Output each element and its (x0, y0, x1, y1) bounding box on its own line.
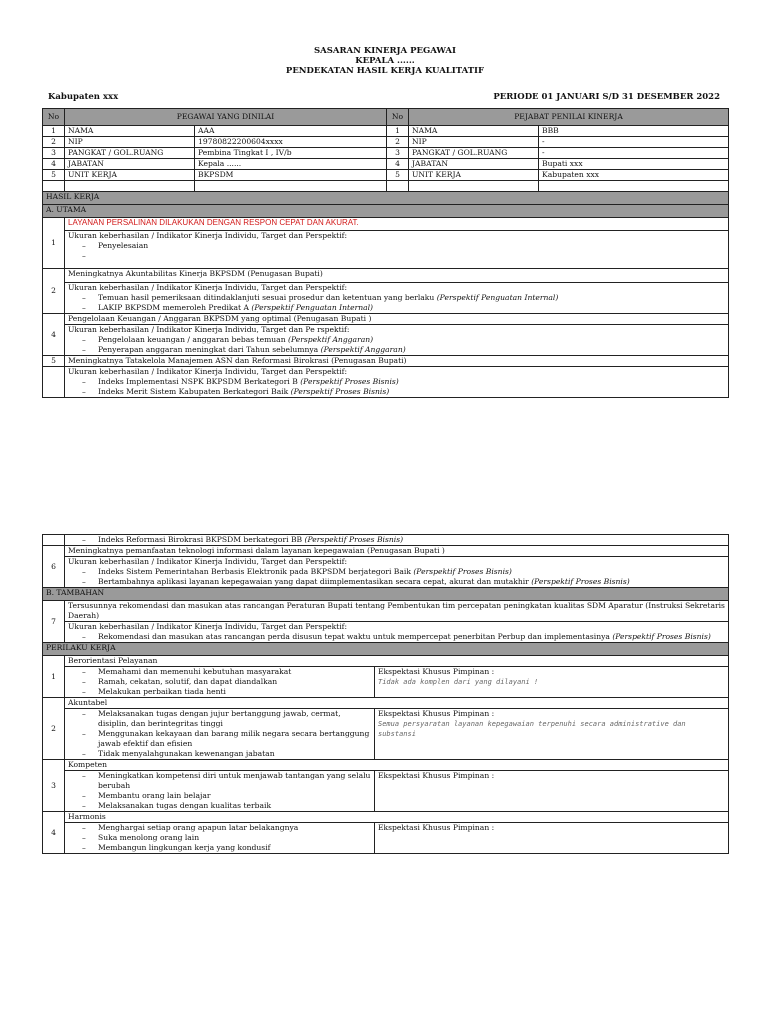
field-label: PANGKAT / GOL.RUANG (409, 148, 539, 159)
pegawai-dinilai-header: PEGAWAI YANG DINILAI (65, 109, 387, 126)
perilaku-items (65, 771, 375, 812)
ekspektasi-cell (375, 709, 729, 760)
perilaku-title: Kompeten (65, 760, 729, 771)
perilaku-2-title-row (43, 698, 729, 709)
pegawai-row (43, 148, 729, 159)
hasil-item-2-title-row (43, 269, 729, 283)
field-value: - (539, 137, 729, 148)
indicator-item: – LAKIP BKPSDM memeroleh Predikat A (Perspektif Penguatan Internal) (68, 303, 725, 313)
ekspektasi-value: Semua persyaratan layanan kepegawaian terpenuhi secara administrative dan substansi (378, 720, 686, 738)
field-value: BBB (539, 126, 729, 137)
ekspektasi-value: Tidak ada komplen dari yang dilayani ! (378, 678, 539, 686)
utama-title: A. UTAMA (43, 205, 729, 218)
field-value: Kabupaten xxx (539, 170, 729, 181)
field-value: Bupati xxx (539, 159, 729, 170)
hasil-item-2-body (43, 283, 729, 314)
hasil-item-5-title-row (43, 356, 729, 367)
item-6-indicators (65, 557, 729, 588)
item-2-title: Meningkatnya Akuntabilitas Kinerja BKPSDM (Penugasan Bupati) (65, 269, 729, 283)
pegawai-row (43, 126, 729, 137)
row-no: 1 (43, 126, 65, 137)
row-no: 3 (387, 148, 409, 159)
ekspektasi-label: Ekspektasi Khusus Pimpinan : (378, 709, 495, 718)
ekspektasi-label: Ekspektasi Khusus Pimpinan : (378, 823, 495, 832)
skp-table-page-2 (42, 534, 729, 854)
hasil-item-4-body (43, 325, 729, 356)
item-no: 3 (43, 760, 65, 812)
perilaku-title: PERILAKU KERJA (43, 643, 729, 656)
row-no: 4 (43, 159, 65, 170)
document-header (42, 46, 728, 76)
tambahan-title: B. TAMBAHAN (43, 588, 729, 601)
item-no: 2 (43, 269, 65, 314)
item-6-title: Meningkatnya pemanfaatan teknologi informasi dalam layanan kepegawaian (Penugasan Bupati ) (65, 546, 729, 557)
item-5-continuation (43, 535, 729, 546)
indicator-item: – Bertambahnya aplikasi layanan kepegawaian yang dapat diimplementasikan secara cepat, akurat dan mutakhir (Perspektif Proses Bisnis) (68, 577, 725, 587)
field-value: - (539, 148, 729, 159)
item-7-indicators (65, 622, 729, 643)
ekspektasi-cell (375, 667, 729, 698)
hasil-item-6-body (43, 557, 729, 588)
item-no: 4 (43, 314, 65, 356)
indicator-item: – Indeks Implementasi NSPK BKPSDM Berkategori B (Perspektif Proses Bisnis) (68, 377, 725, 387)
item-no: 5 (43, 356, 65, 367)
row-no: 5 (43, 170, 65, 181)
field-label: JABATAN (65, 159, 195, 170)
item-no: 1 (43, 656, 65, 698)
item-no: 2 (43, 698, 65, 760)
perilaku-item: – Melaksanakan tugas dengan jujur bertanggung jawab, cermat, disiplin, dan berintegritas tinggi (68, 709, 371, 729)
hasil-item-7-title-row (43, 601, 729, 622)
perilaku-item: – Menghargai setiap orang apapun latar belakangnya (68, 823, 371, 833)
item-no: 6 (43, 546, 65, 588)
perilaku-2-body (43, 709, 729, 760)
hasil-item-7-body (43, 622, 729, 643)
section-tambahan (43, 588, 729, 601)
indicator-item: – Indeks Reformasi Birokrasi BKPSDM berkategori BB (Perspektif Proses Bisnis) (68, 535, 725, 545)
perilaku-4-title-row (43, 812, 729, 823)
perilaku-items (65, 709, 375, 760)
header-approach: PENDEKATAN HASIL KERJA KUALITATIF (285, 66, 485, 76)
perilaku-item: – Melakukan perbaikan tiada henti (68, 687, 371, 697)
col-no-right: No (387, 109, 409, 126)
ekspektasi-label: Ekspektasi Khusus Pimpinan : (378, 771, 495, 780)
perilaku-item: – Membantu orang lain belajar (68, 791, 371, 801)
ukuran-label: Ukuran keberhasilan / Indikator Kinerja Individu, Target dan Perspektif: (68, 283, 348, 292)
field-value: Kepala ...... (195, 159, 387, 170)
ukuran-label: Ukuran keberhasilan / Indikator Kinerja Individu, Target dan Pe rspektif: (68, 325, 350, 334)
ekspektasi-label: Ekspektasi Khusus Pimpinan : (378, 667, 495, 676)
indicator-item: – Indeks Sistem Pemerintahan Berbasis Elektronik pada BKPSDM berjategori Baik (Perspektif Proses Bisnis) (68, 567, 725, 577)
perilaku-item: – Melaksanakan tugas dengan kualitas terbaik (68, 801, 371, 811)
col-no-left: No (43, 109, 65, 126)
item-4-indicators (65, 325, 729, 356)
row-no: 1 (387, 126, 409, 137)
section-perilaku-kerja (43, 643, 729, 656)
ukuran-label: Ukuran keberhasilan / Indikator Kinerja Individu, Target dan Perspektif: (68, 557, 348, 566)
perilaku-item: – Menggunakan kekayaan dan barang milik negara secara bertanggung jawab efektif dan efisien (68, 729, 371, 749)
periode-label: PERIODE 01 JANUARI S/D 31 DESEMBER 2022 (493, 92, 720, 102)
perilaku-title: Akuntabel (65, 698, 729, 709)
row-no: 5 (387, 170, 409, 181)
item-no: 7 (43, 601, 65, 643)
perilaku-item: – Tidak menyalahgunakan kewenangan jabatan (68, 749, 371, 759)
field-label: PANGKAT / GOL.RUANG (65, 148, 195, 159)
hasil-item-1-title-row (43, 218, 729, 231)
row-no: 2 (43, 137, 65, 148)
field-label: JABATAN (409, 159, 539, 170)
item-5-title: Meningkatnya Tatakelola Manajemen ASN dan Reformasi Birokrasi (Penugasan Bupati) (65, 356, 729, 367)
perilaku-items (65, 823, 375, 854)
ukuran-label: Ukuran keberhasilan / Indikator Kinerja Individu, Target dan Perspektif: (68, 622, 348, 631)
hasil-item-4-title-row (43, 314, 729, 325)
perilaku-4-body (43, 823, 729, 854)
perilaku-item: – Meningkatkan kompetensi diri untuk menjawab tantangan yang selalu berubah (68, 771, 371, 791)
skp-table-page-1 (42, 108, 729, 398)
item-1-indicators (65, 231, 729, 269)
perilaku-title: Berorientasi Pelayanan (65, 656, 729, 667)
pegawai-header-row (43, 109, 729, 126)
field-label: NIP (409, 137, 539, 148)
field-value: 19780822200604xxxx (195, 137, 387, 148)
pegawai-row (43, 159, 729, 170)
row-no: 3 (43, 148, 65, 159)
header-position: KEPALA ...... (355, 56, 415, 66)
empty-row (43, 181, 729, 192)
perilaku-item: – Memahami dan memenuhi kebutuhan masyarakat (68, 667, 371, 677)
field-label: NIP (65, 137, 195, 148)
ukuran-label: Ukuran keberhasilan / Indikator Kinerja Individu, Target dan Perspektif: (68, 231, 348, 240)
field-value: BKPSDM (195, 170, 387, 181)
perilaku-item: – Membangun lingkungan kerja yang kondusif (68, 843, 371, 853)
page-2 (42, 534, 728, 854)
section-utama (43, 205, 729, 218)
indicator-item: – Temuan hasil pemeriksaan ditindaklanjuti sesuai prosedur dan ketentuan yang berlaku (Perspektif Penguatan Internal) (68, 293, 725, 303)
perilaku-item: – Ramah, cekatan, solutif, dan dapat diandalkan (68, 677, 371, 687)
field-label: NAMA (409, 126, 539, 137)
perilaku-items (65, 667, 375, 698)
indicator-item: – Pengelolaan keuangan / anggaran bebas temuan (Perspektif Anggaran) (68, 335, 725, 345)
field-label: UNIT KERJA (409, 170, 539, 181)
perilaku-title: Harmonis (65, 812, 729, 823)
hasil-item-5-body (43, 367, 729, 398)
hasil-item-1-body (43, 231, 729, 269)
item-7-title: Tersusunnya rekomendasi dan masukan atas rancangan Peraturan Bupati tentang Pembentukan tim percepatan peningkatan kualitas SDM Aparatur (Instruksi Sekretaris Daerah) (65, 601, 729, 622)
ukuran-label: Ukuran keberhasilan / Indikator Kinerja Individu, Target dan Perspektif: (68, 367, 348, 376)
perilaku-3-body (43, 771, 729, 812)
perilaku-1-body (43, 667, 729, 698)
field-value: AAA (195, 126, 387, 137)
perilaku-1-title-row (43, 656, 729, 667)
item-4-title: Pengelolaan Keuangan / Anggaran BKPSDM yang optimal (Penugasan Bupati ) (65, 314, 729, 325)
hasil-kerja-title: HASIL KERJA (43, 192, 729, 205)
item-2-indicators (65, 283, 729, 314)
ekspektasi-cell (375, 771, 729, 812)
item-no: 4 (43, 812, 65, 854)
pejabat-penilai-header: PEJABAT PENILAI KINERJA (409, 109, 729, 126)
indicator-item: – Penyerapan anggaran meningkat dari Tahun sebelumnya (Perspektif Anggaran) (68, 345, 725, 355)
pegawai-row (43, 137, 729, 148)
kabupaten-label: Kabupaten xxx (48, 92, 119, 102)
item-5-indicators (65, 367, 729, 398)
section-hasil-kerja (43, 192, 729, 205)
field-label: NAMA (65, 126, 195, 137)
indicator-item: – Penyelesaian (68, 241, 725, 251)
indicator-item: – Rekomendasi dan masukan atas rancangan perda disusun tepat waktu untuk mempercepat penerbitan Perbup dan implementasinya (Perspektif Proses Bisnis) (68, 632, 725, 642)
hasil-item-6-title-row (43, 546, 729, 557)
row-no: 2 (387, 137, 409, 148)
header-title: SASARAN KINERJA PEGAWAI (314, 46, 456, 56)
perilaku-3-title-row (43, 760, 729, 771)
field-value: Pembina Tingkat I , IV/b (195, 148, 387, 159)
meta-row (48, 92, 720, 102)
row-no: 4 (387, 159, 409, 170)
indicator-item (68, 251, 725, 261)
pegawai-row (43, 170, 729, 181)
indicator-item: – Indeks Merit Sistem Kabupaten Berkategori Baik (Perspektif Proses Bisnis) (68, 387, 725, 397)
field-label: UNIT KERJA (65, 170, 195, 181)
ekspektasi-cell (375, 823, 729, 854)
perilaku-item: – Suka menolong orang lain (68, 833, 371, 843)
item-1-title: LAYANAN PERSALINAN DILAKUKAN DENGAN RESPON CEPAT DAN AKURAT. (65, 218, 729, 231)
item-no: 1 (43, 218, 65, 269)
